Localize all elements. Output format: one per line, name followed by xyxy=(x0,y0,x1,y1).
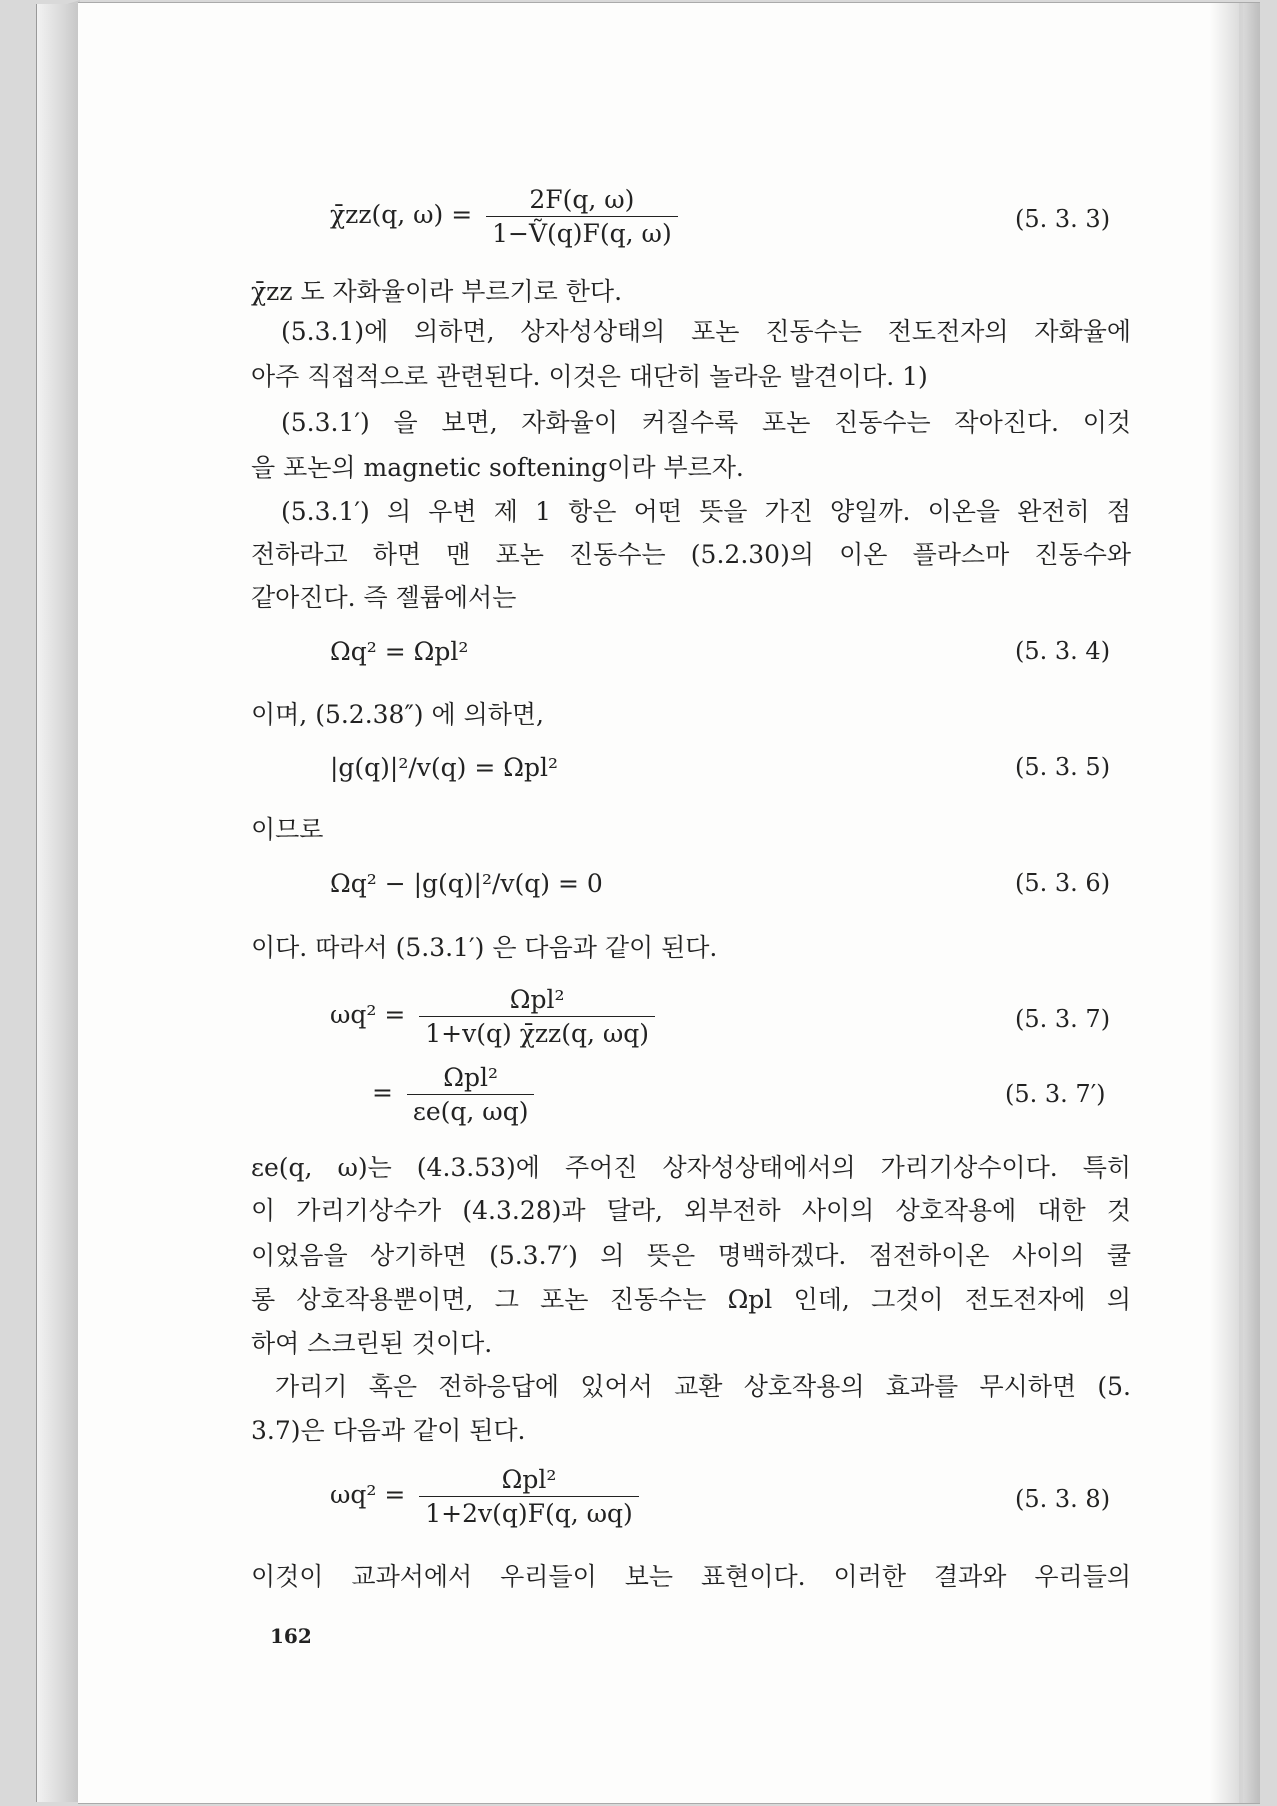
paragraph-line: 을 포논의 magnetic softening이라 부르자. xyxy=(251,453,744,482)
fraction xyxy=(407,1063,535,1126)
paragraph-line: 3.7)은 다음과 같이 된다. xyxy=(251,1416,526,1445)
paragraph-line: 하여 스크린된 것이다. xyxy=(251,1329,493,1358)
paragraph-line: εe(q, ω)는 (4.3.53)에 주어진 상자성상태에서의 가리기상수이다. 특히 xyxy=(251,1153,1131,1182)
paragraph-line: χ̄zz 도 자화율이라 부르기로 한다. xyxy=(251,277,623,306)
paragraph-line: 가리기 혹은 전하응답에 있어서 교환 상호작용의 효과를 무시하면 (5. xyxy=(275,1372,1131,1401)
equation-lhs: ωq² = xyxy=(330,1480,406,1509)
fraction-numerator: Ωpl² xyxy=(407,1063,535,1095)
page-number: 162 xyxy=(270,1624,312,1648)
equation-5-3-7 xyxy=(330,985,655,1048)
equation-label: (5. 3. 4) xyxy=(1015,637,1111,665)
paragraph-line: 전하라고 하면 맨 포논 진동수는 (5.2.30)의 이온 플라스마 진동수와 xyxy=(251,540,1131,569)
paragraph-line: 롱 상호작용뿐이면, 그 포논 진동수는 Ωpl 인데, 그것이 전도전자에 의 xyxy=(251,1285,1131,1314)
equation-label: (5. 3. 7′) xyxy=(1005,1080,1106,1108)
paragraph-line: 아주 직접적으로 관련된다. 이것은 대단히 놀라운 발견이다. 1) xyxy=(251,362,928,391)
equation-lhs: = xyxy=(372,1078,393,1107)
fraction-denominator: 1+v(q) χ̄zz(q, ωq) xyxy=(425,1019,649,1048)
fraction-denominator: 1+2v(q)F(q, ωq) xyxy=(425,1499,633,1528)
fraction xyxy=(419,985,655,1048)
equation-label: (5. 3. 8) xyxy=(1015,1485,1111,1513)
paragraph-line: 이었음을 상기하면 (5.3.7′) 의 뜻은 명백하겠다. 점전하이온 사이의 쿨 xyxy=(251,1241,1131,1270)
paragraph-line: 이므로 xyxy=(251,815,324,844)
fraction-denominator: 1−Ṽ(q)F(q, ω) xyxy=(492,219,672,248)
equation-5-3-3 xyxy=(330,185,678,248)
paragraph-line: (5.3.1′) 의 우변 제 1 항은 어떤 뜻을 가진 양일까. 이온을 완전히 점 xyxy=(281,497,1131,526)
equation-5-3-7-prime xyxy=(372,1063,534,1126)
book-spine xyxy=(36,4,82,1802)
fraction-denominator: εe(q, ωq) xyxy=(412,1097,529,1126)
fraction-numerator: Ωpl² xyxy=(419,985,655,1017)
fraction-numerator: Ωpl² xyxy=(419,1465,639,1497)
equation-lhs: χ̄zz(q, ω) = xyxy=(330,200,473,229)
page-edge-shading xyxy=(1210,3,1260,1803)
paragraph-line: 이것이 교과서에서 우리들이 보는 표현이다. 이러한 결과와 우리들의 xyxy=(251,1562,1131,1591)
equation-5-3-5: |g(q)|²/v(q) = Ωpl² xyxy=(330,753,559,782)
equation-label: (5. 3. 7) xyxy=(1015,1005,1111,1033)
paragraph-line: 이며, (5.2.38″) 에 의하면, xyxy=(251,700,544,729)
equation-lhs: ωq² = xyxy=(330,1000,406,1029)
equation-5-3-4: Ωq² = Ωpl² xyxy=(330,637,469,666)
paragraph-line: 이다. 따라서 (5.3.1′) 은 다음과 같이 된다. xyxy=(251,933,718,962)
fraction-numerator: 2F(q, ω) xyxy=(486,185,678,217)
paragraph-line: (5.3.1′) 을 보면, 자화율이 커질수록 포논 진동수는 작아진다. 이것 xyxy=(281,408,1131,437)
equation-label: (5. 3. 6) xyxy=(1015,869,1111,897)
equation-5-3-6: Ωq² − |g(q)|²/v(q) = 0 xyxy=(330,869,603,898)
fraction xyxy=(486,185,678,248)
equation-label: (5. 3. 5) xyxy=(1015,753,1111,781)
paragraph-line: 같아진다. 즉 젤륨에서는 xyxy=(251,583,517,612)
paragraph-line: (5.3.1)에 의하면, 상자성상태의 포논 진동수는 전도전자의 자화율에 xyxy=(281,317,1131,346)
fraction xyxy=(419,1465,639,1528)
paragraph-line: 이 가리기상수가 (4.3.28)과 달라, 외부전하 사이의 상호작용에 대한 것 xyxy=(251,1196,1131,1225)
equation-label: (5. 3. 3) xyxy=(1015,205,1111,233)
equation-5-3-8 xyxy=(330,1465,639,1528)
